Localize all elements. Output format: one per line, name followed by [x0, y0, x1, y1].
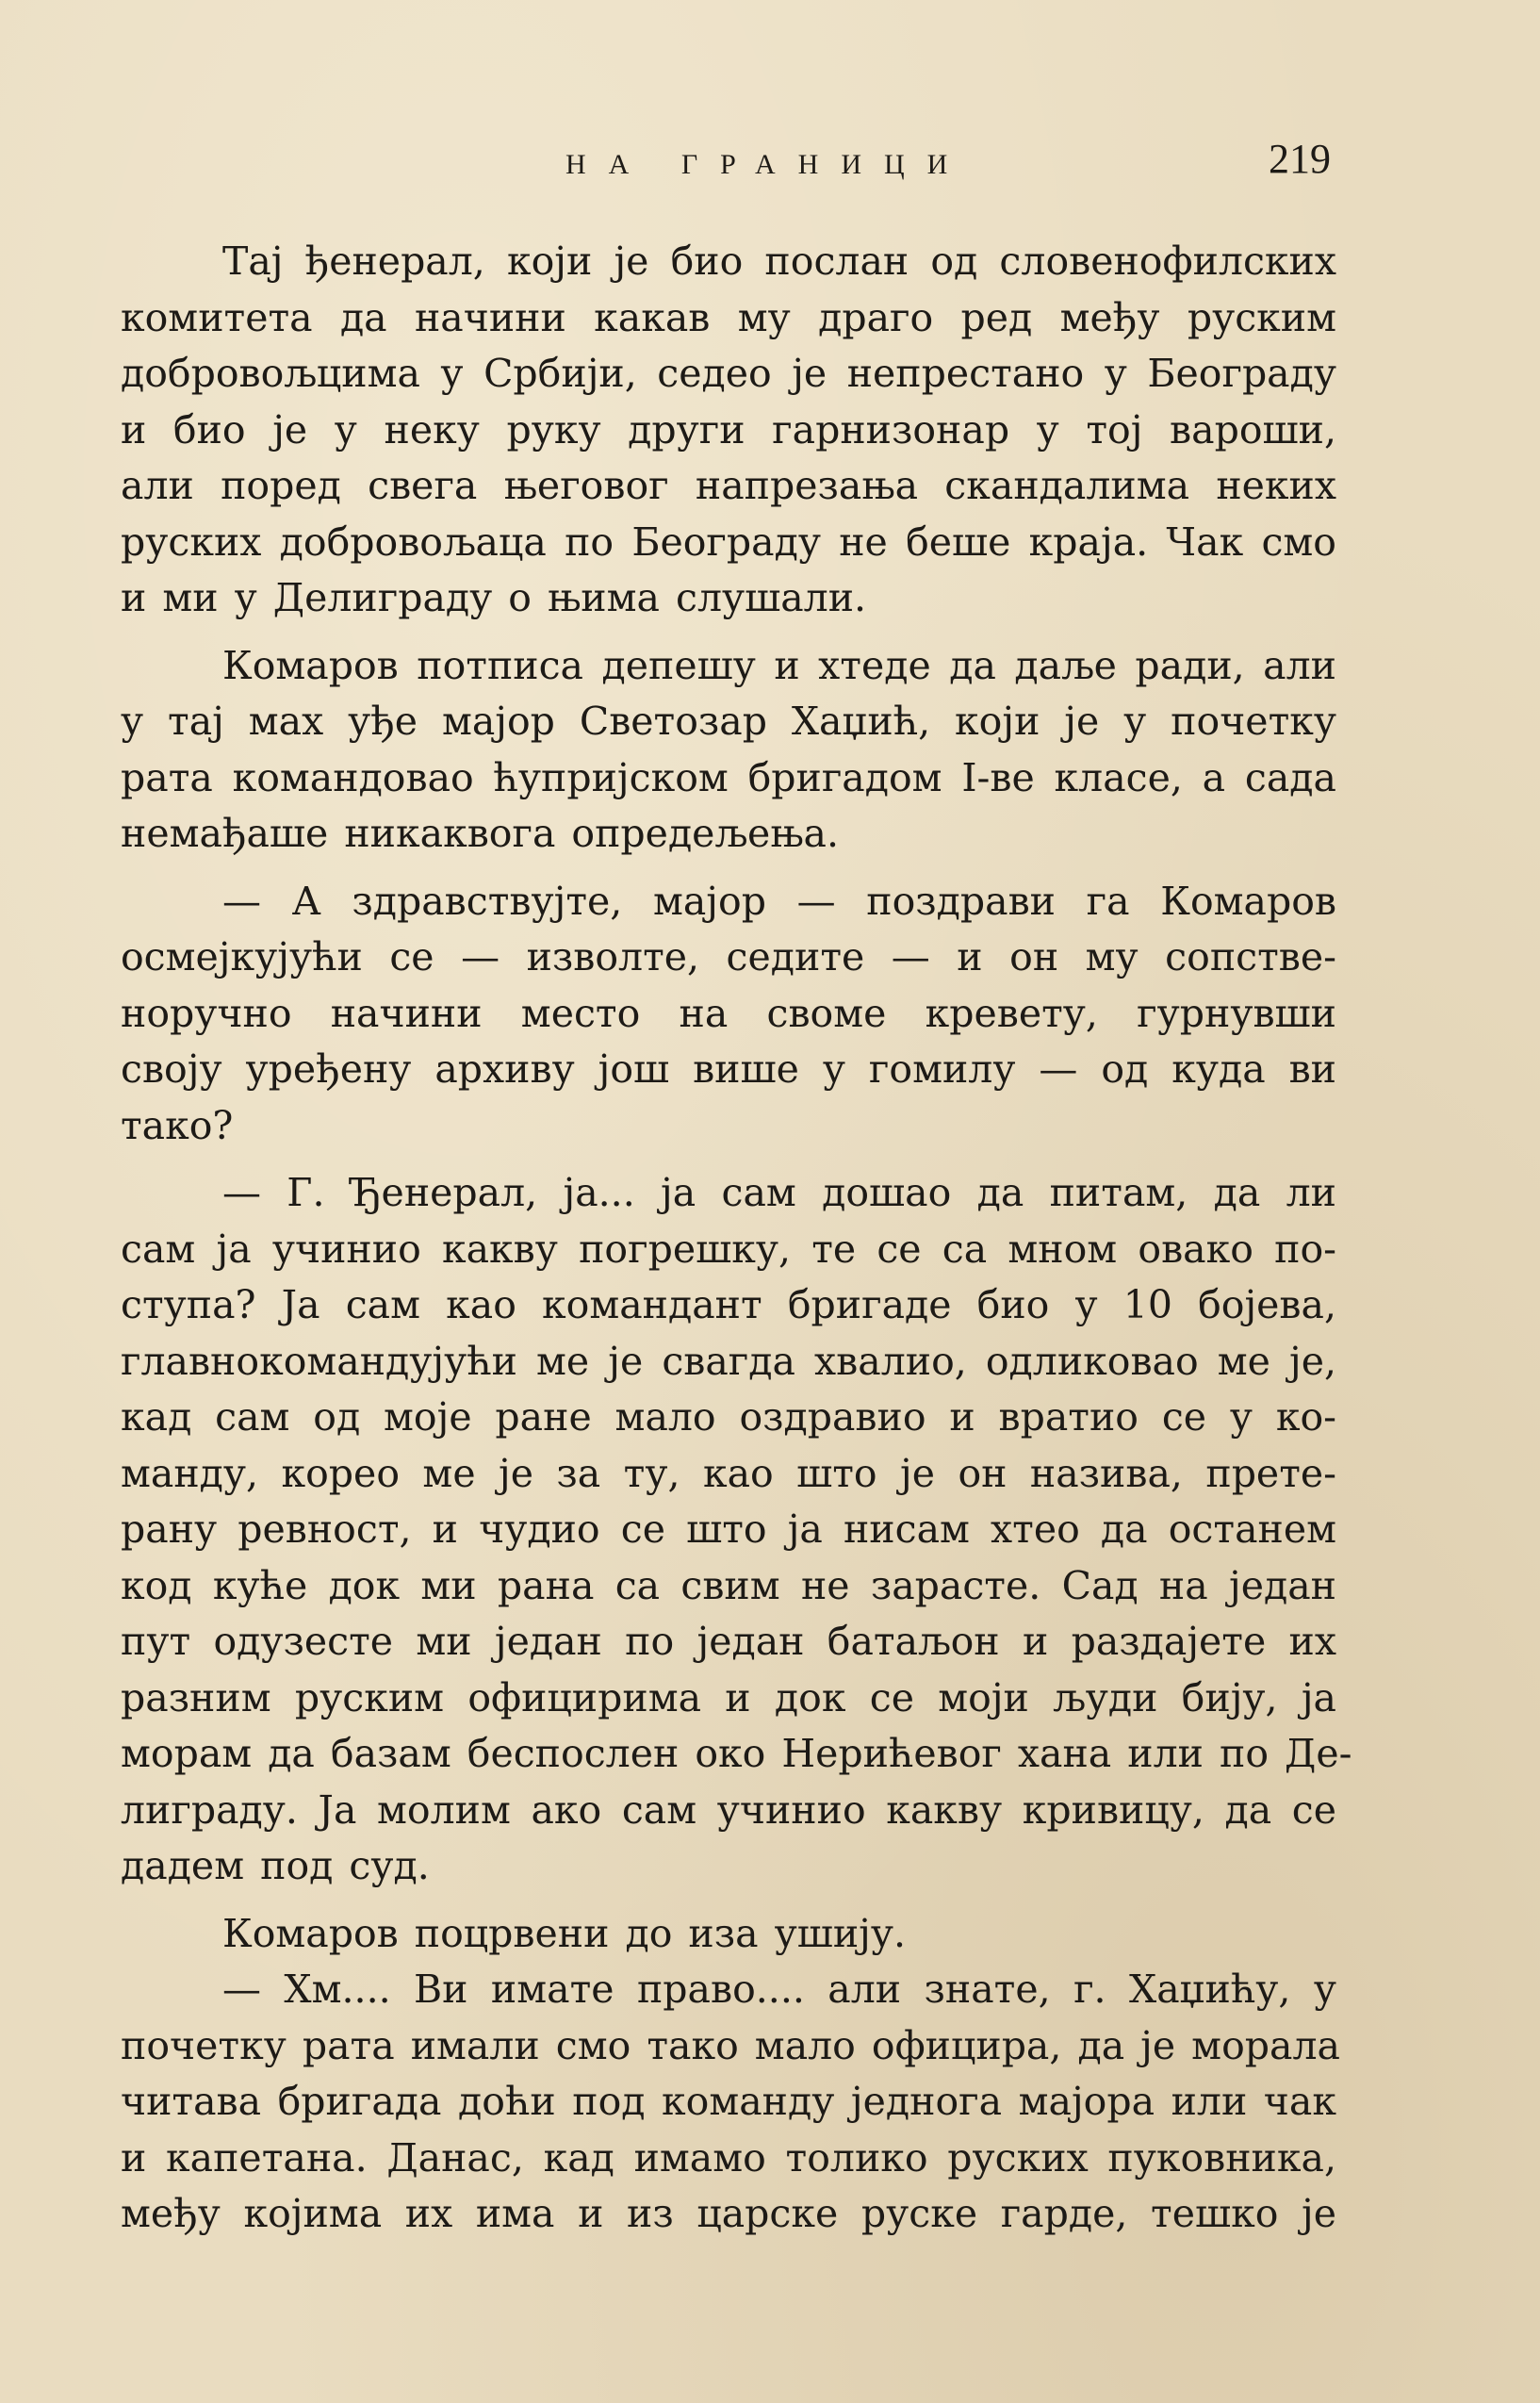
text-line: у тај мах уђе мајор Светозар Хаџић, који је у почетку	[121, 699, 1336, 744]
paragraph-2	[121, 638, 1336, 863]
text-line: морам да базам беспослен око Нерићевог хана или по Де-	[121, 1731, 1352, 1776]
paragraph-1	[121, 234, 1336, 627]
text-line: сам ја учинио какву погрешку, те се са мном овако по-	[121, 1226, 1336, 1272]
text-line: Комаров потписа депешу и хтеде да даље ради, али	[222, 642, 1336, 688]
text-line: Комаров поцрвени до иза ушију.	[222, 1910, 907, 1956]
text-line: рата командовао ћупријском бригадом I-ве класе, а сада	[121, 754, 1336, 800]
text-line: међу којима их има и из царске руске гарде, тешко је	[121, 2191, 1336, 2236]
text-line: пут одузесте ми један по један батаљон и раздајете их	[121, 1619, 1336, 1664]
text-line: рану ревност, и чудио се што ја нисам хтео да останем	[121, 1506, 1336, 1552]
paragraph-5	[121, 1906, 1336, 1963]
paragraph-3	[121, 874, 1336, 1155]
text-line: и капетана. Данас, кад имамо толико руских пуковника,	[121, 2134, 1336, 2181]
text-line: — А здравствујте, мајор — поздрави га Комаров	[222, 878, 1336, 924]
text-line: ступа? Ја сам као командант бригаде био у 10 бојева,	[121, 1282, 1336, 1327]
page-number: 219	[1269, 136, 1331, 182]
paragraph-6	[121, 1962, 1340, 2243]
text-line: Тај ђенерал, који је био послан од словенофилских	[222, 239, 1336, 284]
text-line: норучно начини место на своме кревету, гурнувши	[121, 990, 1336, 1036]
text-line: осмејкујући се — изволте, седите — и он му сопстве-	[121, 934, 1336, 979]
body-text	[121, 234, 1352, 2243]
text-line: манду, корео ме је за ту, као што је он назива, прете-	[121, 1450, 1336, 1496]
running-title: НА ГРАНИЦИ	[565, 149, 971, 180]
paragraph-4	[121, 1165, 1352, 1895]
text-line: код куће док ми рана са свим не зарасте. Сад на један	[121, 1562, 1336, 1608]
text-line: комитета да начини какав му драго ред међу руским	[121, 294, 1336, 340]
text-line: своју уређену архиву још више у гомилу — од куда ви	[121, 1046, 1336, 1092]
text-line: али поред свега његовог напрезања скандалима неких	[121, 463, 1336, 508]
text-line: кад сам од моје ране мало оздравио и вратио се у ко-	[121, 1394, 1336, 1440]
text-line: руских добровољаца по Београду не беше краја. Чак смо	[121, 518, 1336, 565]
text-line: немађаше никаквога опредељења.	[121, 811, 840, 856]
text-line: добровољцима у Србији, седео је непрестано у Београду	[121, 351, 1336, 396]
text-line: главнокомандујући ме је свагда хвалио, одликовао ме је,	[121, 1338, 1336, 1384]
text-line: — Хм.... Ви имате право.... али знате, г. Хаџићу, у	[222, 1967, 1336, 2012]
text-line: почетку рата имали смо тако мало официра, да је морала	[121, 2022, 1340, 2068]
text-line: — Г. Ђенерал, ја... ја сам дошао да питам, да ли	[222, 1170, 1336, 1215]
text-line: и био је у неку руку други гарнизонар у тој вароши,	[121, 406, 1336, 453]
text-line: читава бригада доћи под команду једнога мајора или чак	[121, 2079, 1336, 2124]
text-line: разним руским официрима и док се моји људи бију, ја	[121, 1674, 1336, 1720]
text-line: лиграду. Ја молим ако сам учинио какву кривицу, да се	[121, 1786, 1336, 1833]
text-line: тако?	[121, 1102, 234, 1148]
text-line: дадем под суд.	[121, 1843, 430, 1888]
text-line: и ми у Делиграду о њима слушали.	[121, 575, 867, 620]
